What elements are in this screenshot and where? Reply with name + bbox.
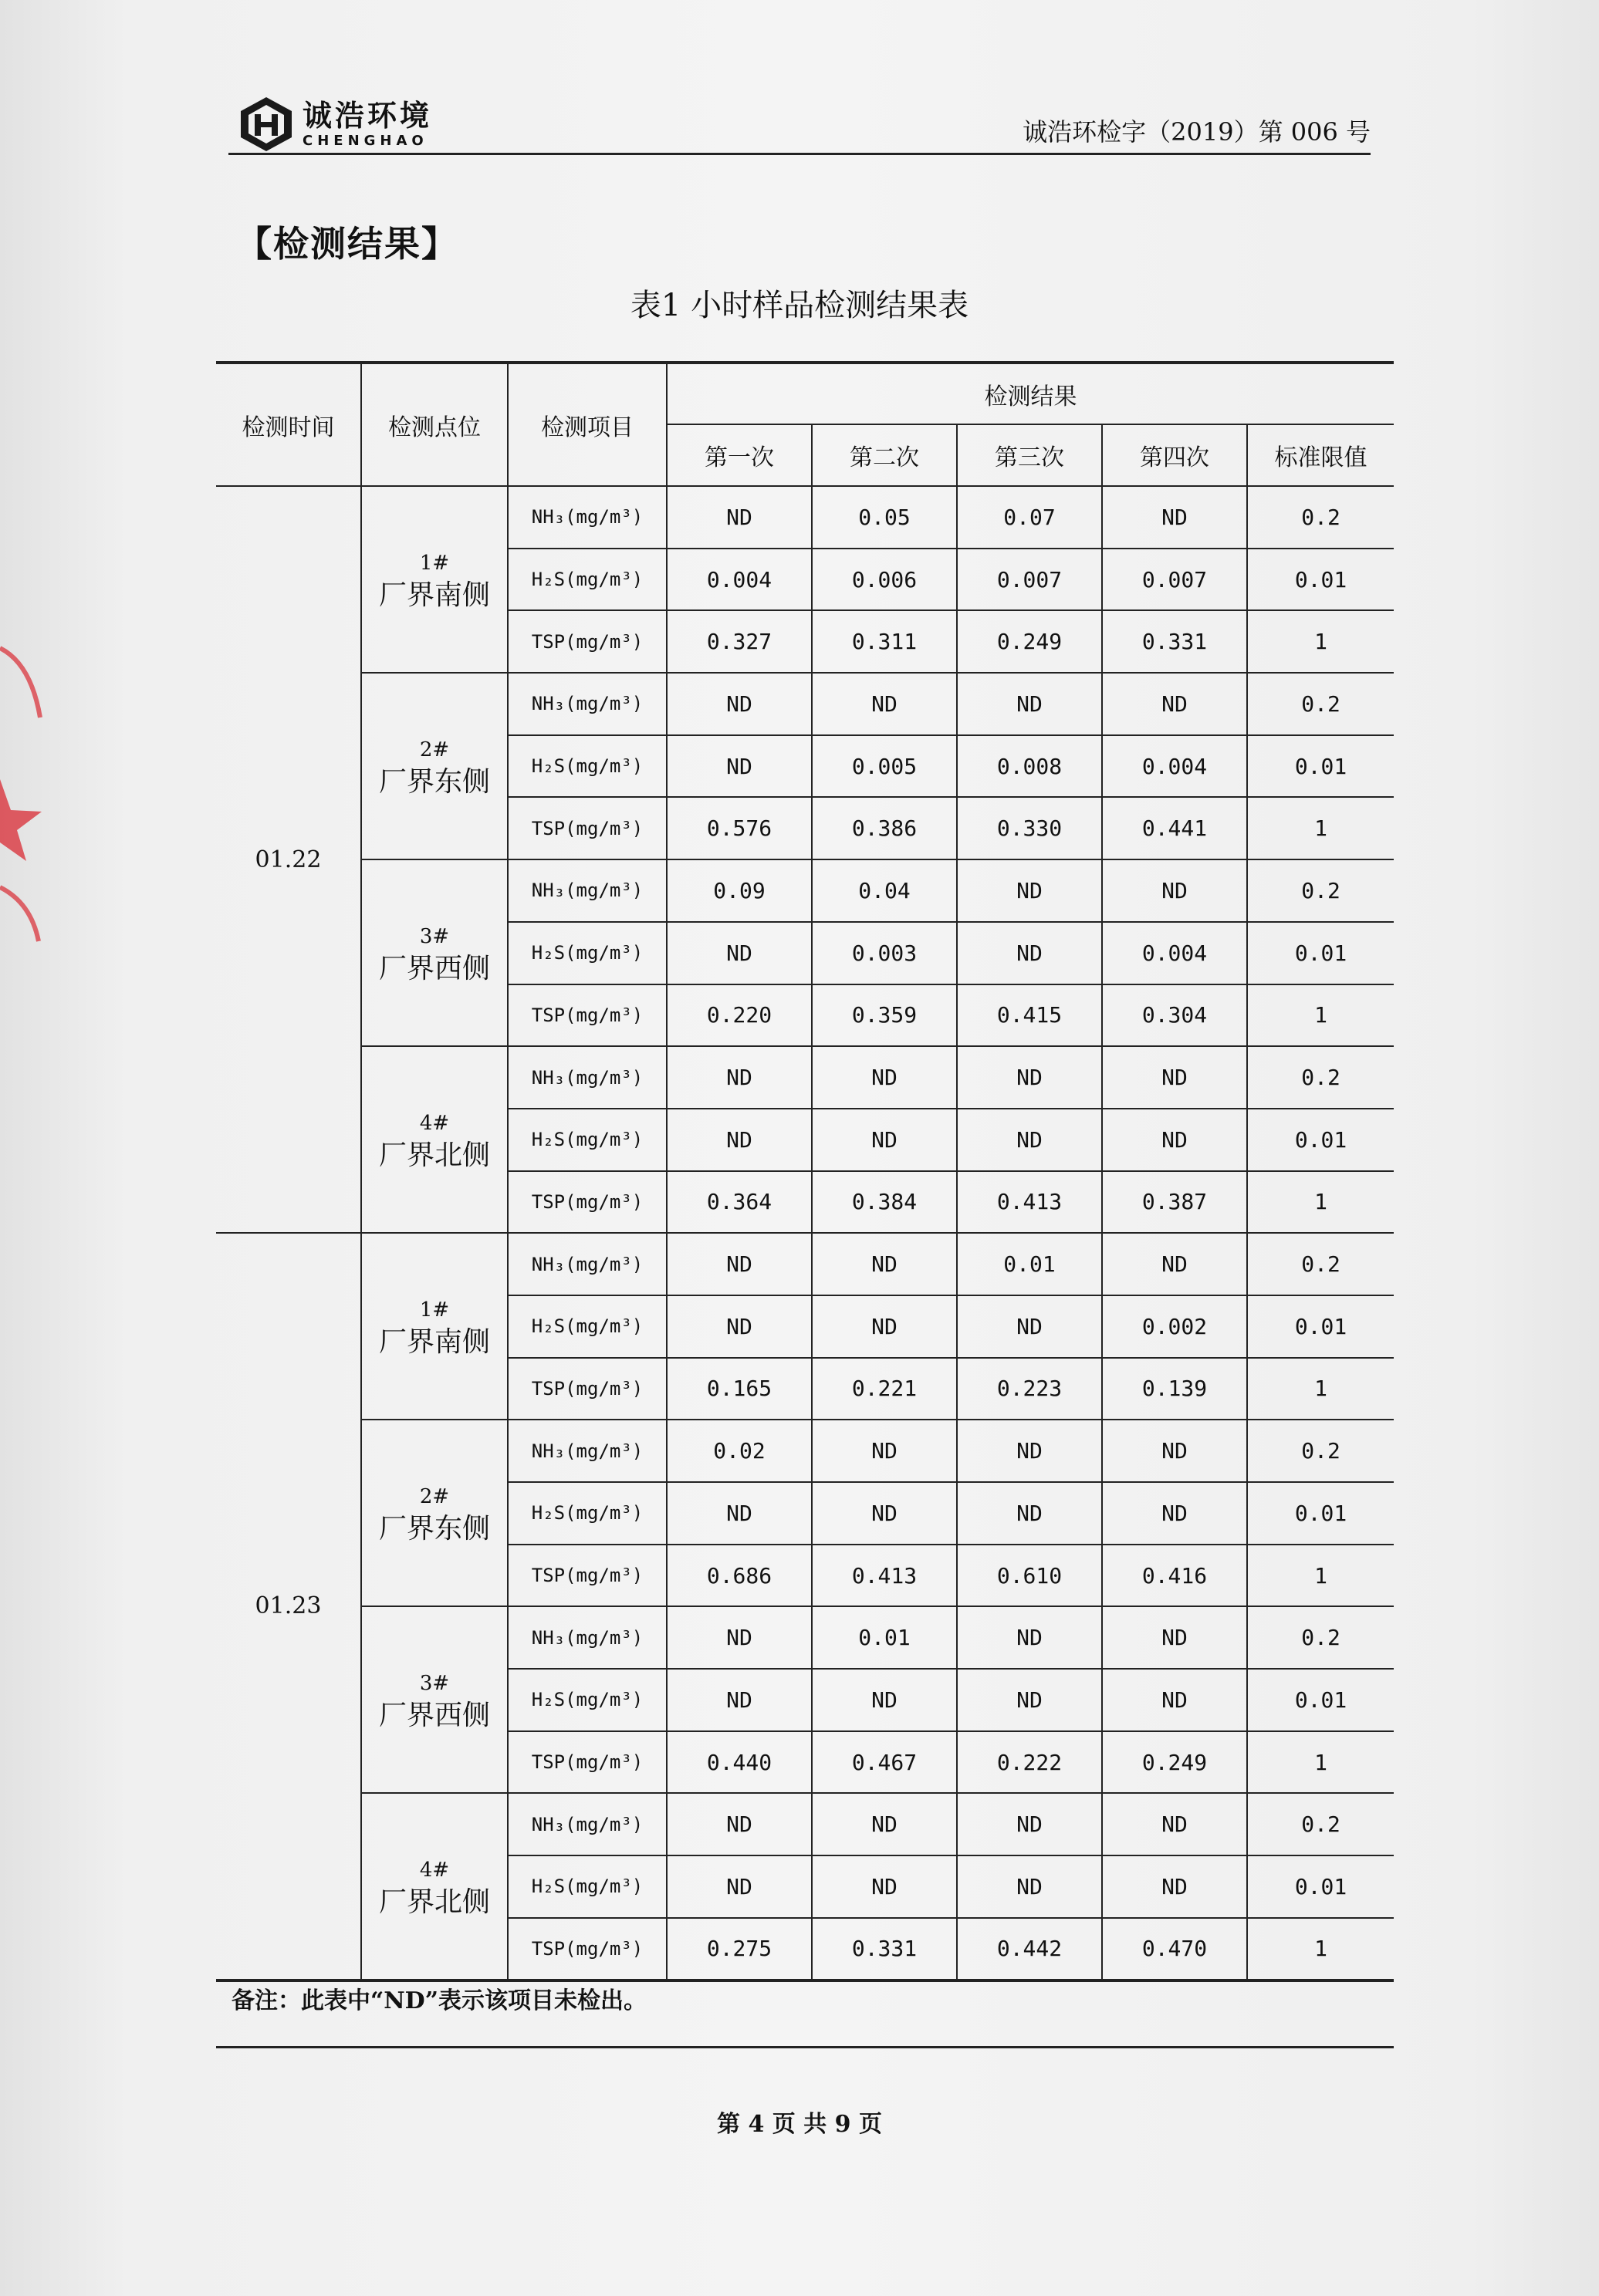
site-name: 厂界北侧 bbox=[378, 1140, 490, 1172]
site-number: 4# bbox=[419, 1112, 450, 1136]
site-cell bbox=[361, 859, 508, 1046]
standard-limit-cell: 0.01 bbox=[1247, 1669, 1394, 1731]
result-value-cell: 0.470 bbox=[1102, 1918, 1247, 1980]
item-cell: NH₃(mg/m³) bbox=[508, 1233, 667, 1295]
item-cell: H₂S(mg/m³) bbox=[508, 549, 667, 611]
site-name: 厂界东侧 bbox=[378, 1513, 490, 1545]
result-value-cell: ND bbox=[667, 1046, 812, 1109]
table-title: 表1 小时样品检测结果表 bbox=[630, 288, 969, 323]
result-value-cell: 0.249 bbox=[1102, 1731, 1247, 1794]
result-value-cell: ND bbox=[1102, 673, 1247, 735]
date-cell: 01.22 bbox=[216, 486, 361, 1233]
result-value-cell: ND bbox=[1102, 1606, 1247, 1669]
header-time: 检测时间 bbox=[216, 363, 361, 486]
section-title: 【检测结果】 bbox=[236, 223, 458, 265]
result-value-cell: 0.275 bbox=[667, 1918, 812, 1980]
site-number: 3# bbox=[419, 1672, 450, 1696]
result-value-cell: ND bbox=[957, 1046, 1102, 1109]
result-value-cell: ND bbox=[667, 1233, 812, 1295]
result-value-cell: 0.249 bbox=[957, 610, 1102, 673]
footer-divider bbox=[216, 2046, 1394, 2048]
result-value-cell: ND bbox=[957, 859, 1102, 922]
header-result: 检测结果 bbox=[667, 363, 1394, 424]
result-value-cell: ND bbox=[957, 1420, 1102, 1482]
standard-limit-cell: 0.01 bbox=[1247, 549, 1394, 611]
standard-limit-cell: 1 bbox=[1247, 984, 1394, 1047]
result-value-cell: ND bbox=[667, 735, 812, 798]
table-row bbox=[216, 1793, 1394, 1855]
result-value-cell: ND bbox=[1102, 1420, 1247, 1482]
result-value-cell: 0.004 bbox=[1102, 922, 1247, 984]
standard-limit-cell: 1 bbox=[1247, 1731, 1394, 1794]
site-cell bbox=[361, 673, 508, 859]
result-value-cell: ND bbox=[1102, 859, 1247, 922]
result-value-cell: ND bbox=[812, 1793, 957, 1855]
result-value-cell: ND bbox=[1102, 1046, 1247, 1109]
item-cell: NH₃(mg/m³) bbox=[508, 1420, 667, 1482]
result-value-cell: 0.223 bbox=[957, 1358, 1102, 1420]
standard-limit-cell: 0.2 bbox=[1247, 486, 1394, 549]
result-value-cell: 0.02 bbox=[667, 1420, 812, 1482]
table-row bbox=[216, 486, 1394, 549]
logo-english-name: CHENGHAO bbox=[303, 133, 428, 149]
red-seal-stamp-fragment bbox=[0, 633, 46, 957]
site-cell bbox=[361, 1233, 508, 1420]
result-value-cell: ND bbox=[957, 1669, 1102, 1731]
result-value-cell: 0.359 bbox=[812, 984, 957, 1047]
result-value-cell: ND bbox=[957, 1793, 1102, 1855]
item-cell: H₂S(mg/m³) bbox=[508, 1482, 667, 1545]
result-value-cell: ND bbox=[957, 1606, 1102, 1669]
result-value-cell: ND bbox=[812, 1109, 957, 1171]
result-value-cell: ND bbox=[1102, 1109, 1247, 1171]
result-value-cell: ND bbox=[667, 1606, 812, 1669]
item-cell: TSP(mg/m³) bbox=[508, 1171, 667, 1234]
standard-limit-cell: 0.01 bbox=[1247, 1482, 1394, 1545]
header-run-4: 第四次 bbox=[1102, 424, 1247, 486]
date-cell: 01.23 bbox=[216, 1233, 361, 1980]
result-value-cell: ND bbox=[957, 1855, 1102, 1918]
result-value-cell: ND bbox=[957, 922, 1102, 984]
result-value-cell: ND bbox=[1102, 1482, 1247, 1545]
result-value-cell: 0.686 bbox=[667, 1545, 812, 1607]
header-site: 检测点位 bbox=[361, 363, 508, 486]
standard-limit-cell: 1 bbox=[1247, 1358, 1394, 1420]
item-cell: TSP(mg/m³) bbox=[508, 1918, 667, 1980]
table-row bbox=[216, 859, 1394, 922]
result-value-cell: ND bbox=[957, 1295, 1102, 1358]
result-value-cell: ND bbox=[667, 922, 812, 984]
result-value-cell: 0.007 bbox=[957, 549, 1102, 611]
logo-mark-icon bbox=[238, 96, 295, 153]
item-cell: H₂S(mg/m³) bbox=[508, 1109, 667, 1171]
standard-limit-cell: 0.2 bbox=[1247, 673, 1394, 735]
results-table-body bbox=[216, 486, 1394, 1980]
result-value-cell: ND bbox=[957, 1109, 1102, 1171]
result-value-cell: 0.09 bbox=[667, 859, 812, 922]
logo-chinese-name: 诚浩环境 bbox=[303, 99, 433, 133]
result-value-cell: ND bbox=[957, 673, 1102, 735]
result-value-cell: ND bbox=[667, 673, 812, 735]
result-value-cell: ND bbox=[667, 486, 812, 549]
item-cell: TSP(mg/m³) bbox=[508, 984, 667, 1047]
standard-limit-cell: 0.01 bbox=[1247, 922, 1394, 984]
result-value-cell: 0.330 bbox=[957, 797, 1102, 859]
result-value-cell: ND bbox=[812, 673, 957, 735]
result-value-cell: ND bbox=[957, 1482, 1102, 1545]
table-row bbox=[216, 1233, 1394, 1295]
result-value-cell: 0.222 bbox=[957, 1731, 1102, 1794]
standard-limit-cell: 0.01 bbox=[1247, 1855, 1394, 1918]
item-cell: H₂S(mg/m³) bbox=[508, 1669, 667, 1731]
result-value-cell: 0.008 bbox=[957, 735, 1102, 798]
standard-limit-cell: 0.2 bbox=[1247, 859, 1394, 922]
table-row bbox=[216, 1420, 1394, 1482]
result-value-cell: 0.415 bbox=[957, 984, 1102, 1047]
result-value-cell: 0.331 bbox=[1102, 610, 1247, 673]
result-value-cell: 0.387 bbox=[1102, 1171, 1247, 1234]
document-number: 诚浩环检字（2019）第 006 号 bbox=[1023, 117, 1371, 147]
result-value-cell: 0.01 bbox=[812, 1606, 957, 1669]
result-value-cell: ND bbox=[1102, 1855, 1247, 1918]
result-value-cell: 0.311 bbox=[812, 610, 957, 673]
site-name: 厂界南侧 bbox=[378, 579, 490, 612]
item-cell: TSP(mg/m³) bbox=[508, 1731, 667, 1794]
header-divider bbox=[228, 153, 1371, 155]
standard-limit-cell: 0.2 bbox=[1247, 1606, 1394, 1669]
standard-limit-cell: 1 bbox=[1247, 1545, 1394, 1607]
item-cell: TSP(mg/m³) bbox=[508, 1358, 667, 1420]
result-value-cell: 0.002 bbox=[1102, 1295, 1247, 1358]
item-cell: TSP(mg/m³) bbox=[508, 797, 667, 859]
item-cell: NH₃(mg/m³) bbox=[508, 486, 667, 549]
standard-limit-cell: 1 bbox=[1247, 1171, 1394, 1234]
site-name: 厂界南侧 bbox=[378, 1326, 490, 1359]
result-value-cell: 0.003 bbox=[812, 922, 957, 984]
result-value-cell: 0.442 bbox=[957, 1918, 1102, 1980]
standard-limit-cell: 0.2 bbox=[1247, 1046, 1394, 1109]
site-number: 3# bbox=[419, 925, 450, 949]
result-value-cell: 0.007 bbox=[1102, 549, 1247, 611]
standard-limit-cell: 1 bbox=[1247, 797, 1394, 859]
site-name: 厂界西侧 bbox=[378, 953, 490, 985]
result-value-cell: ND bbox=[812, 1420, 957, 1482]
result-value-cell: 0.220 bbox=[667, 984, 812, 1047]
result-value-cell: ND bbox=[812, 1295, 957, 1358]
item-cell: NH₃(mg/m³) bbox=[508, 1046, 667, 1109]
site-number: 4# bbox=[419, 1858, 450, 1882]
result-value-cell: ND bbox=[812, 1233, 957, 1295]
header-item: 检测项目 bbox=[508, 363, 667, 486]
table-row bbox=[216, 1606, 1394, 1669]
standard-limit-cell: 0.2 bbox=[1247, 1793, 1394, 1855]
result-value-cell: 0.413 bbox=[957, 1171, 1102, 1234]
item-cell: NH₃(mg/m³) bbox=[508, 1793, 667, 1855]
result-value-cell: 0.384 bbox=[812, 1171, 957, 1234]
result-value-cell: 0.005 bbox=[812, 735, 957, 798]
result-value-cell: 0.576 bbox=[667, 797, 812, 859]
site-number: 1# bbox=[419, 552, 450, 576]
site-cell bbox=[361, 1606, 508, 1793]
header-run-1: 第一次 bbox=[667, 424, 812, 486]
item-cell: H₂S(mg/m³) bbox=[508, 922, 667, 984]
table-row bbox=[216, 673, 1394, 735]
page-number: 第 4 页 共 9 页 bbox=[717, 2111, 882, 2138]
item-cell: NH₃(mg/m³) bbox=[508, 1606, 667, 1669]
result-value-cell: 0.467 bbox=[812, 1731, 957, 1794]
result-value-cell: 0.440 bbox=[667, 1731, 812, 1794]
site-name: 厂界东侧 bbox=[378, 766, 490, 799]
result-value-cell: 0.04 bbox=[812, 859, 957, 922]
result-value-cell: 0.386 bbox=[812, 797, 957, 859]
item-cell: H₂S(mg/m³) bbox=[508, 735, 667, 798]
standard-limit-cell: 1 bbox=[1247, 610, 1394, 673]
standard-limit-cell: 0.2 bbox=[1247, 1233, 1394, 1295]
result-value-cell: ND bbox=[667, 1109, 812, 1171]
table-note: 备注：此表中“ND”表示该项目未检出。 bbox=[232, 1987, 647, 2014]
result-value-cell: 0.416 bbox=[1102, 1545, 1247, 1607]
result-value-cell: 0.304 bbox=[1102, 984, 1247, 1047]
header-standard-limit: 标准限值 bbox=[1247, 424, 1394, 486]
site-cell bbox=[361, 486, 508, 673]
result-value-cell: 0.331 bbox=[812, 1918, 957, 1980]
result-value-cell: 0.05 bbox=[812, 486, 957, 549]
result-value-cell: ND bbox=[667, 1482, 812, 1545]
header-run-3: 第三次 bbox=[957, 424, 1102, 486]
result-value-cell: 0.165 bbox=[667, 1358, 812, 1420]
standard-limit-cell: 1 bbox=[1247, 1918, 1394, 1980]
item-cell: H₂S(mg/m³) bbox=[508, 1295, 667, 1358]
site-cell bbox=[361, 1046, 508, 1233]
result-value-cell: ND bbox=[667, 1793, 812, 1855]
result-value-cell: 0.441 bbox=[1102, 797, 1247, 859]
results-table bbox=[216, 361, 1394, 1982]
result-value-cell: 0.327 bbox=[667, 610, 812, 673]
site-name: 厂界北侧 bbox=[378, 1886, 490, 1918]
item-cell: H₂S(mg/m³) bbox=[508, 1855, 667, 1918]
item-cell: NH₃(mg/m³) bbox=[508, 859, 667, 922]
table-row bbox=[216, 1046, 1394, 1109]
result-value-cell: ND bbox=[812, 1855, 957, 1918]
item-cell: NH₃(mg/m³) bbox=[508, 673, 667, 735]
header-run-2: 第二次 bbox=[812, 424, 957, 486]
site-cell bbox=[361, 1420, 508, 1606]
result-value-cell: ND bbox=[667, 1295, 812, 1358]
result-value-cell: ND bbox=[1102, 1793, 1247, 1855]
result-value-cell: 0.07 bbox=[957, 486, 1102, 549]
result-value-cell: ND bbox=[667, 1855, 812, 1918]
site-number: 2# bbox=[419, 1485, 450, 1509]
result-value-cell: ND bbox=[667, 1669, 812, 1731]
result-value-cell: 0.004 bbox=[667, 549, 812, 611]
standard-limit-cell: 0.01 bbox=[1247, 735, 1394, 798]
site-name: 厂界西侧 bbox=[378, 1700, 490, 1732]
result-value-cell: ND bbox=[812, 1482, 957, 1545]
result-value-cell: ND bbox=[1102, 1669, 1247, 1731]
company-logo bbox=[238, 96, 432, 153]
result-value-cell: 0.221 bbox=[812, 1358, 957, 1420]
result-value-cell: ND bbox=[812, 1669, 957, 1731]
result-value-cell: 0.004 bbox=[1102, 735, 1247, 798]
result-value-cell: 0.610 bbox=[957, 1545, 1102, 1607]
standard-limit-cell: 0.01 bbox=[1247, 1109, 1394, 1171]
site-cell bbox=[361, 1793, 508, 1980]
standard-limit-cell: 0.01 bbox=[1247, 1295, 1394, 1358]
result-value-cell: 0.364 bbox=[667, 1171, 812, 1234]
result-value-cell: 0.413 bbox=[812, 1545, 957, 1607]
item-cell: TSP(mg/m³) bbox=[508, 1545, 667, 1607]
result-value-cell: ND bbox=[1102, 486, 1247, 549]
result-value-cell: 0.006 bbox=[812, 549, 957, 611]
standard-limit-cell: 0.2 bbox=[1247, 1420, 1394, 1482]
item-cell: TSP(mg/m³) bbox=[508, 610, 667, 673]
site-number: 2# bbox=[419, 738, 450, 762]
result-value-cell: ND bbox=[1102, 1233, 1247, 1295]
result-value-cell: 0.01 bbox=[957, 1233, 1102, 1295]
site-number: 1# bbox=[419, 1298, 450, 1322]
result-value-cell: ND bbox=[812, 1046, 957, 1109]
result-value-cell: 0.139 bbox=[1102, 1358, 1247, 1420]
